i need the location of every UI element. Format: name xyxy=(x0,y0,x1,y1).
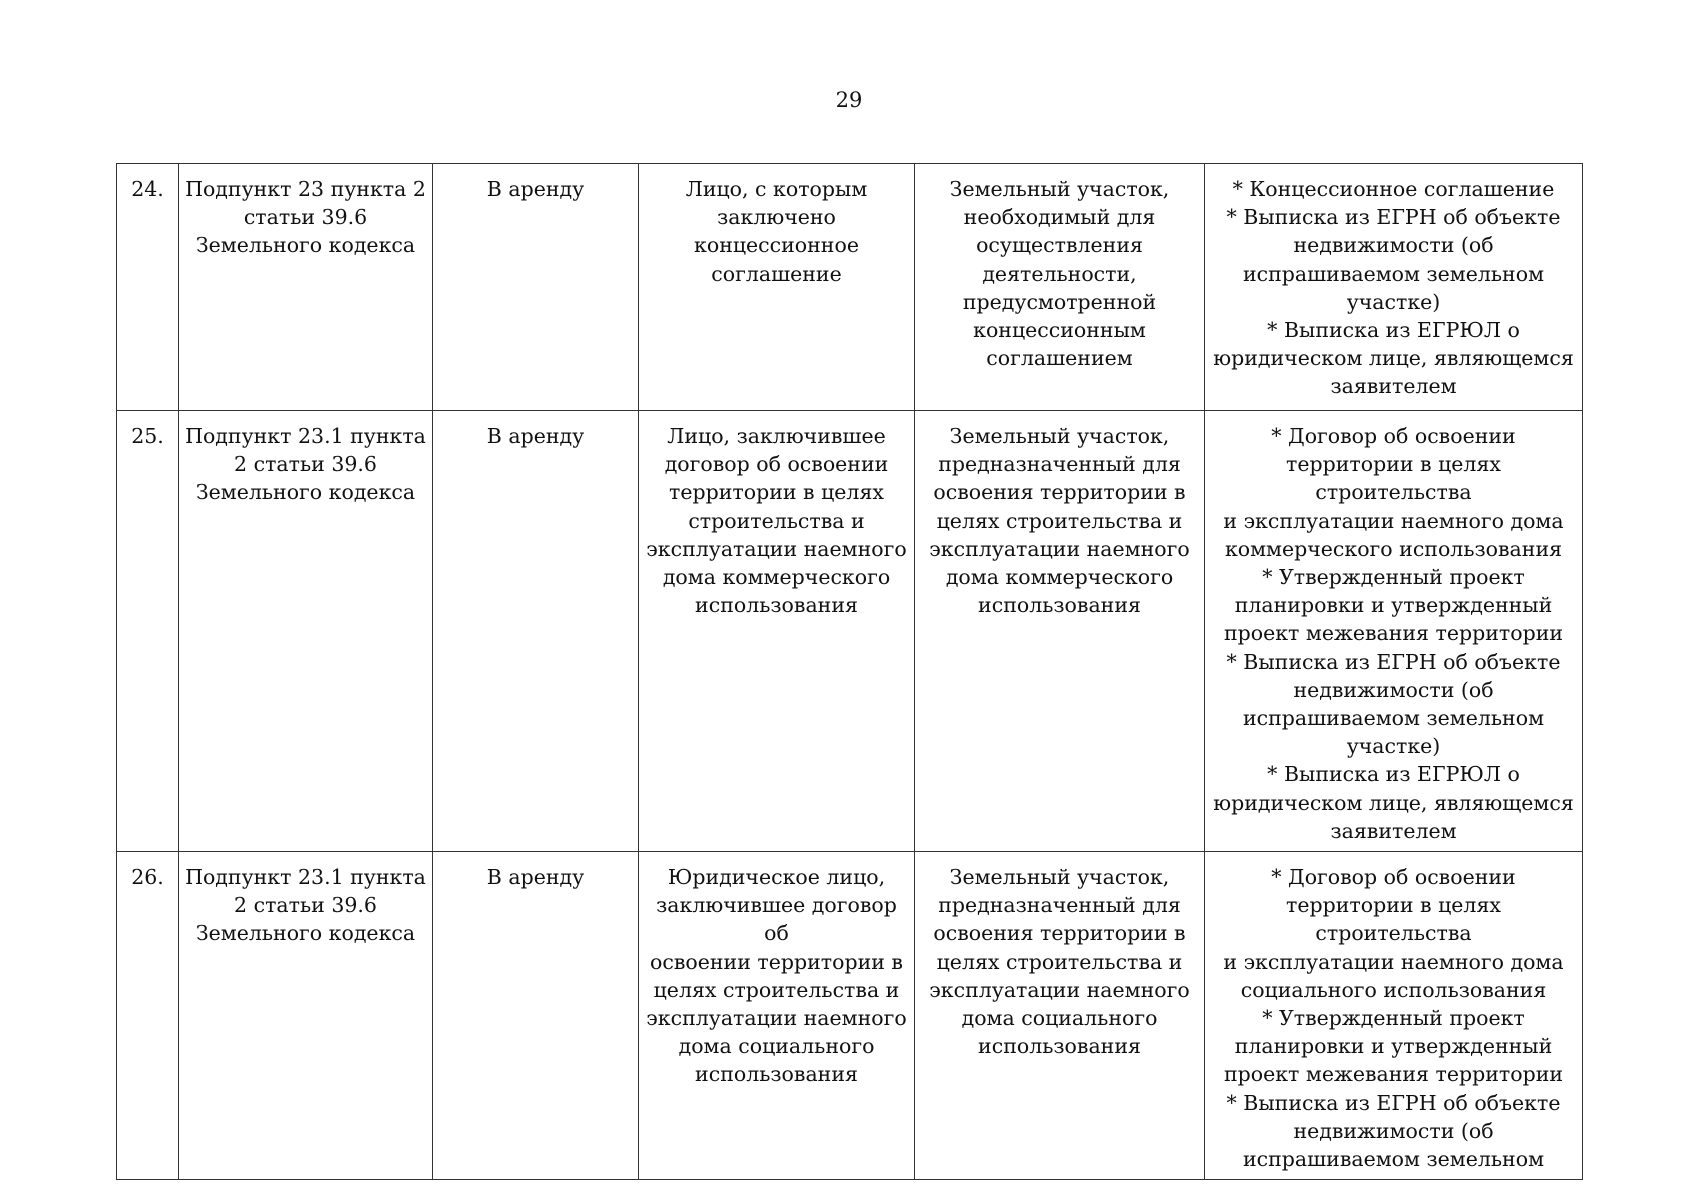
provision-type-cell xyxy=(433,852,639,1180)
applicant-cell xyxy=(639,852,915,1180)
legal-basis: Подпункт 23.1 пункта 2 статьи 39.6 Земельного кодекса xyxy=(185,865,426,946)
applicant-cell xyxy=(639,411,915,852)
land-plot-cell xyxy=(915,411,1205,852)
page-number: 29 xyxy=(835,88,863,112)
document-table xyxy=(116,163,1583,1180)
provision-type: В аренду xyxy=(486,424,585,448)
applicant: Юридическое лицо, заключившее договор об освоении территории в целях строительства и эксплуатации наемного дома социального использования xyxy=(646,865,907,1087)
provision-type: В аренду xyxy=(486,177,585,201)
documents-cell xyxy=(1205,164,1583,411)
applicant: Лицо, с которым заключено концессионное соглашение xyxy=(685,177,868,286)
row-number: 25. xyxy=(131,424,164,448)
row-number-cell xyxy=(117,852,179,1180)
land-plot: Земельный участок, необходимый для осуществления деятельности, предусмотренной концессионным соглашением xyxy=(949,177,1170,371)
provision-type-cell xyxy=(433,411,639,852)
land-plot: Земельный участок, предназначенный для освоения территории в целях строительства и эксплуатации наемного дома социального использования xyxy=(929,865,1190,1059)
legal-basis: Подпункт 23.1 пункта 2 статьи 39.6 Земельного кодекса xyxy=(185,424,426,505)
row-number-cell xyxy=(117,164,179,411)
provision-type-cell xyxy=(433,164,639,411)
legal-basis-cell xyxy=(179,411,433,852)
land-plot: Земельный участок, предназначенный для освоения территории в целях строительства и эксплуатации наемного дома коммерческого использования xyxy=(929,424,1190,618)
applicant: Лицо, заключившее договор об освоении территории в целях строительства и эксплуатации наемного дома коммерческого использования xyxy=(646,424,907,618)
row-number: 24. xyxy=(131,177,164,201)
table-row xyxy=(117,852,1583,1180)
documents: * Договор об освоении территории в целях строительства и эксплуатации наемного дома социального использования * Утвержденный проект планировки и утвержденный проект межевания территории * Выписка из ЕГРН об объекте недвижимости (об испрашиваемом земельном xyxy=(1223,865,1564,1172)
legal-basis-cell xyxy=(179,164,433,411)
row-number-cell xyxy=(117,411,179,852)
row-number: 26. xyxy=(131,865,164,890)
provision-type: В аренду xyxy=(486,865,585,890)
table-row xyxy=(117,411,1583,852)
documents: * Концессионное соглашение * Выписка из ЕГРН об объекте недвижимости (об испрашиваемом земельном участке) * Выписка из ЕГРЮЛ о юридическом лице, являющемся заявителем xyxy=(1213,177,1574,399)
documents-cell xyxy=(1205,411,1583,852)
land-plot-cell xyxy=(915,852,1205,1180)
legal-basis: Подпункт 23 пункта 2 статьи 39.6 Земельного кодекса xyxy=(185,177,426,258)
legal-basis-cell xyxy=(179,852,433,1180)
land-plot-cell xyxy=(915,164,1205,411)
documents: * Договор об освоении территории в целях строительства и эксплуатации наемного дома коммерческого использования * Утвержденный проект планировки и утвержденный проект межевания территории * Выписка из ЕГРН об объекте недвижимости (об испрашиваемом земельном участке) * Выписка из ЕГРЮЛ о юридическом лице, являющемся заявителем xyxy=(1213,424,1574,843)
documents-cell xyxy=(1205,852,1583,1180)
applicant-cell xyxy=(639,164,915,411)
table-row xyxy=(117,164,1583,411)
